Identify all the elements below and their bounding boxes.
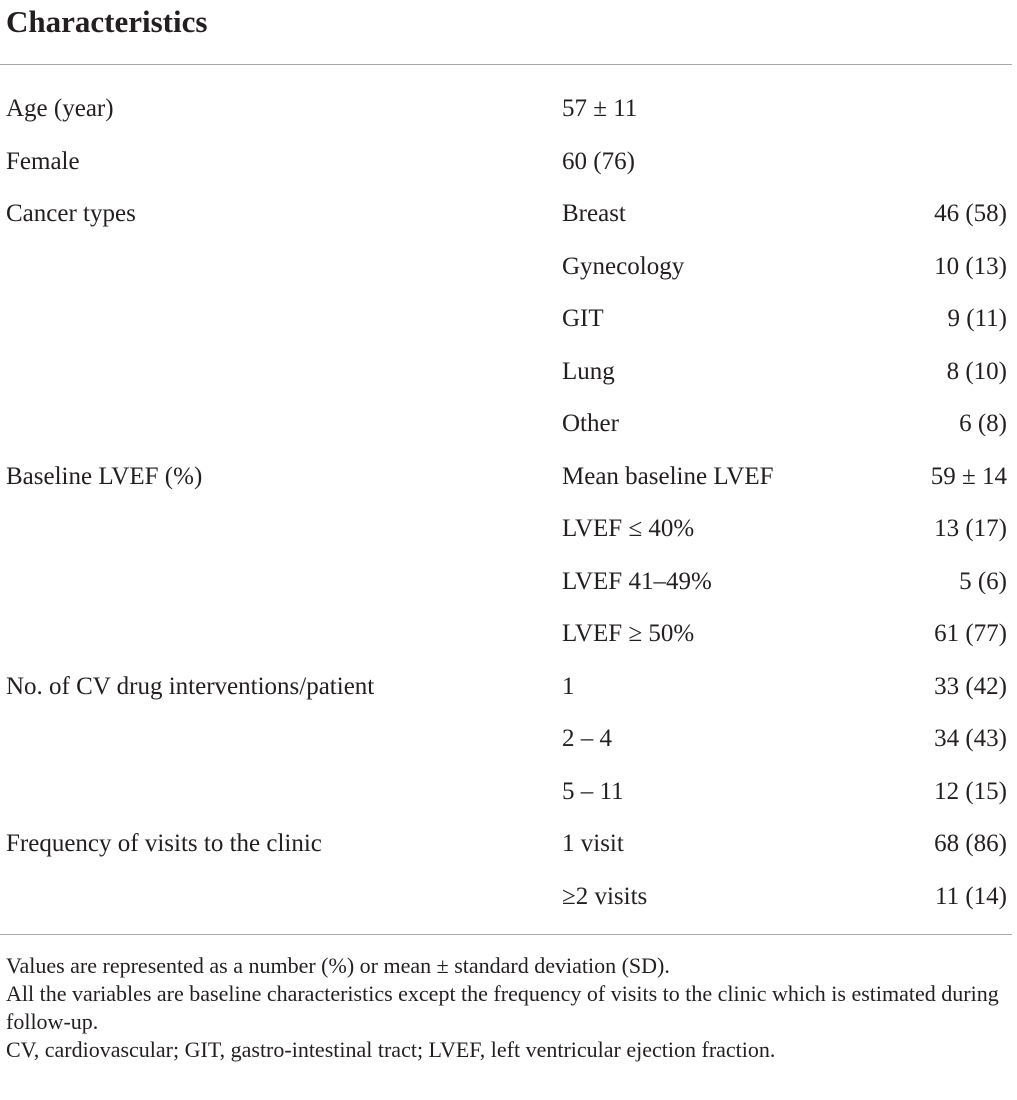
- table-row: [0, 241, 1012, 294]
- row-subcategory: LVEF ≥ 50%: [562, 620, 695, 647]
- row-value: 68 (86): [934, 830, 1007, 857]
- row-value: 11 (14): [935, 882, 1007, 910]
- row-value: 59 ± 14: [930, 462, 1007, 490]
- row-label: Baseline LVEF (%): [6, 462, 203, 490]
- row-label: Female: [6, 147, 80, 175]
- table-row: [0, 556, 1012, 609]
- table-row: [0, 136, 1012, 189]
- row-value: 5 (6): [959, 567, 1007, 595]
- row-subcategory: 60 (76): [562, 147, 635, 175]
- row-subcategory: Breast: [562, 200, 626, 227]
- table-row: [0, 188, 1012, 241]
- row-subcategory: Other: [562, 410, 619, 437]
- table-row: [0, 871, 1012, 924]
- row-value: 6 (8): [959, 410, 1007, 437]
- row-subcategory: 5 – 11: [562, 777, 624, 805]
- table-row: [0, 818, 1012, 871]
- table-row: [0, 346, 1012, 399]
- footnote-variables: All the variables are baseline characteristics except the frequency of visits to the clinic which is estimated during follow-up.: [6, 981, 999, 1034]
- row-value: 61 (77): [934, 620, 1007, 647]
- table-row: [0, 713, 1012, 766]
- table-footnotes: [6, 952, 1012, 1064]
- row-label: Cancer types: [6, 200, 136, 227]
- row-value: 34 (43): [934, 725, 1007, 752]
- row-subcategory: 2 – 4: [562, 725, 612, 752]
- footnote-abbreviations: CV, cardiovascular; GIT, gastro-intestinal tract; LVEF, left ventricular ejection fraction.: [6, 1037, 776, 1062]
- footnote-values: Values are represented as a number (%) or mean ± standard deviation (SD).: [6, 953, 670, 978]
- row-value: 12 (15): [934, 777, 1007, 805]
- table-row: [0, 398, 1012, 451]
- table-row: [0, 451, 1012, 504]
- row-value: 8 (10): [946, 357, 1007, 385]
- row-subcategory: Lung: [562, 357, 615, 385]
- row-value: 10 (13): [934, 252, 1007, 280]
- row-subcategory: 57 ± 11: [562, 95, 638, 122]
- row-subcategory: LVEF ≤ 40%: [562, 515, 695, 542]
- footer-divider: [0, 934, 1012, 935]
- table-row: [0, 661, 1012, 714]
- characteristics-table-body: [0, 83, 1012, 923]
- table-header-characteristics: Characteristics: [6, 4, 208, 39]
- row-subcategory: GIT: [562, 305, 604, 332]
- row-value: 13 (17): [934, 515, 1007, 542]
- row-value: 9 (11): [947, 305, 1007, 332]
- table-row: [0, 766, 1012, 819]
- row-label: No. of CV drug interventions/patient: [6, 672, 375, 700]
- table-row: [0, 503, 1012, 556]
- row-value: 46 (58): [934, 200, 1007, 227]
- row-value: 33 (42): [934, 672, 1007, 700]
- row-subcategory: LVEF 41–49%: [562, 567, 712, 595]
- row-label: Frequency of visits to the clinic: [6, 830, 322, 857]
- table-row: [0, 293, 1012, 346]
- row-subcategory: Mean baseline LVEF: [562, 462, 774, 490]
- table-row: [0, 608, 1012, 661]
- row-label: Age (year): [6, 95, 114, 122]
- header-divider: [0, 64, 1012, 65]
- row-subcategory: ≥2 visits: [562, 882, 648, 910]
- row-subcategory: 1 visit: [562, 830, 624, 857]
- table-row: [0, 83, 1012, 136]
- row-subcategory: Gynecology: [562, 252, 685, 280]
- row-subcategory: 1: [562, 672, 575, 700]
